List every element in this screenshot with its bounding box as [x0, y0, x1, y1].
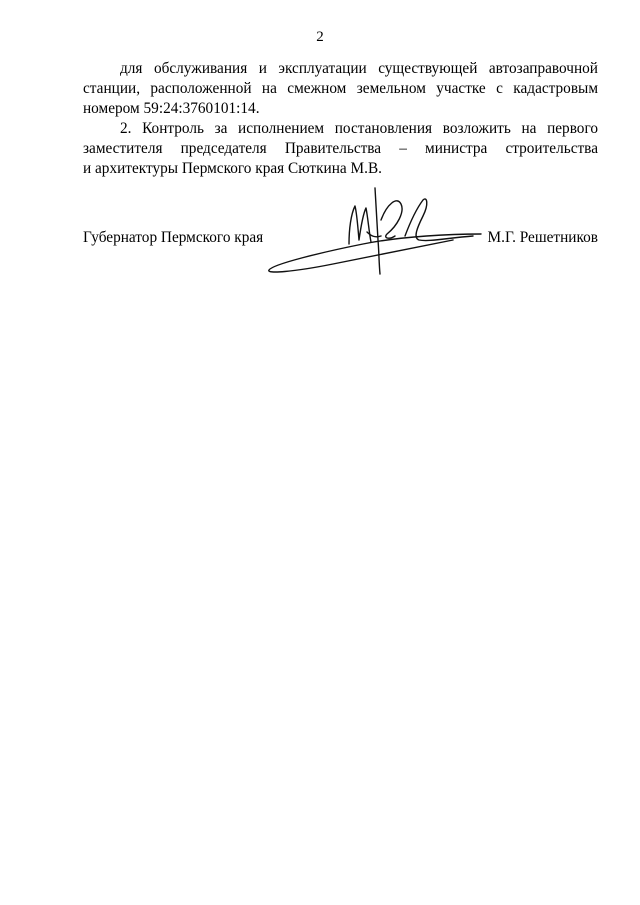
paragraph-line: заместителя председателя Правительства – министра строительства	[83, 140, 598, 157]
paragraph-line: и архитектуры Пермского края Сюткина М.В.	[83, 160, 382, 177]
paragraph-land-plot	[83, 59, 598, 119]
paragraph-control	[83, 119, 598, 179]
paragraph-line: для обслуживания и эксплуатации существующей автозаправочной	[120, 60, 598, 77]
handwritten-signature	[263, 174, 503, 284]
page-number: 2	[316, 29, 324, 45]
paragraph-line: номером 59:24:3760101:14.	[83, 100, 260, 117]
document-body	[83, 59, 598, 179]
signer-title: Губернатор Пермского края	[83, 229, 264, 246]
signer-name: М.Г. Решетников	[487, 229, 598, 246]
paragraph-line: станции, расположенной на смежном земельном участке с кадастровым	[83, 80, 598, 97]
signature-block	[83, 224, 598, 284]
paragraph-line: 2. Контроль за исполнением постановления возложить на первого	[120, 120, 598, 137]
